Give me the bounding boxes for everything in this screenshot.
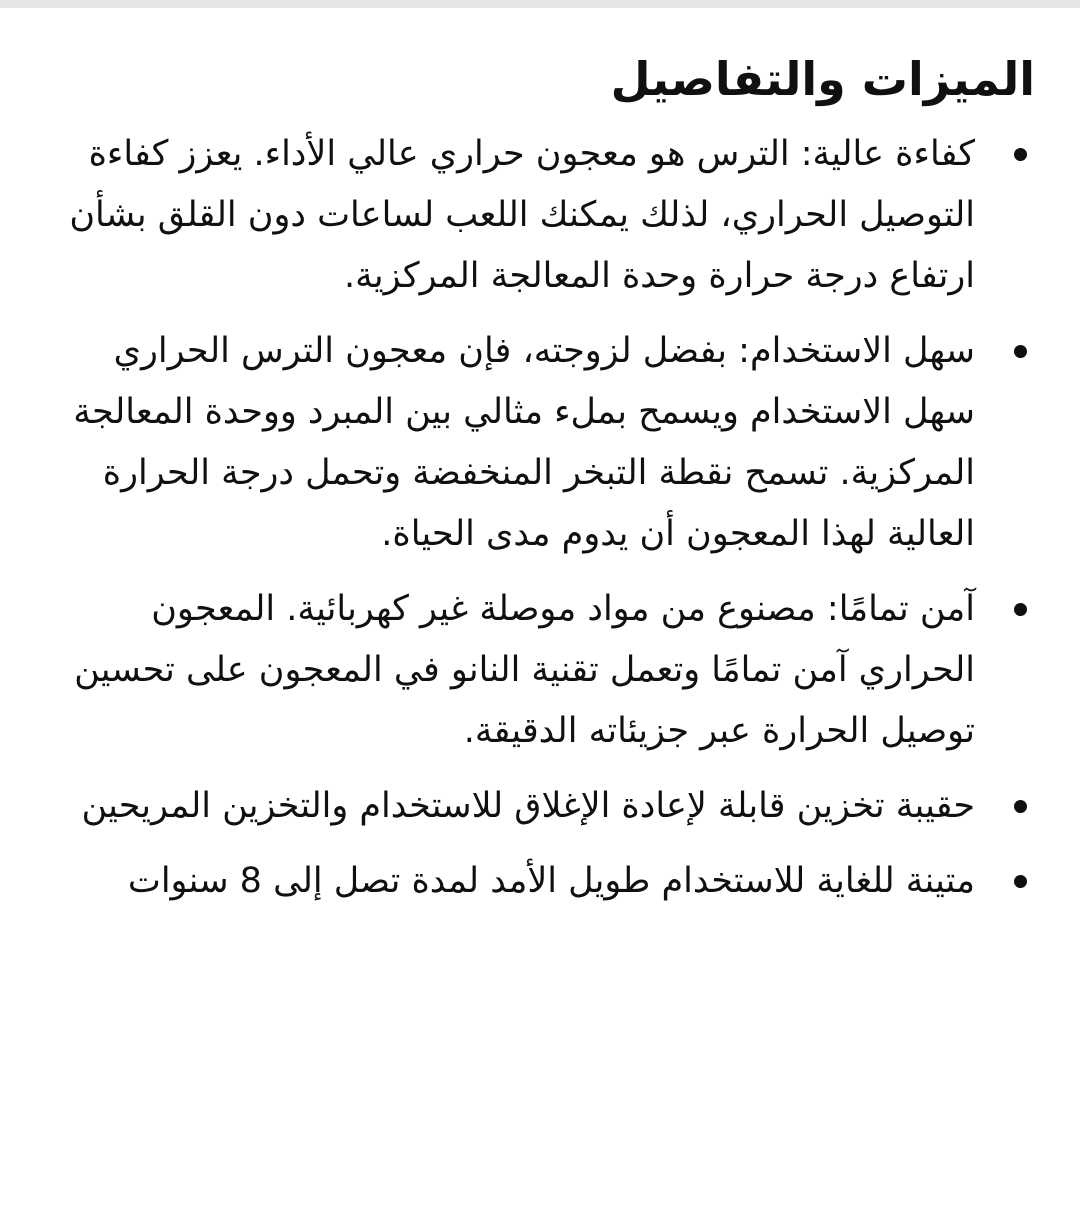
list-item-text: حقيبة تخزين قابلة لإعادة الإغلاق للاستخدام والتخزين المريحين	[81, 786, 975, 826]
feature-list	[40, 124, 1035, 912]
bullet-icon	[1014, 875, 1027, 888]
top-divider	[0, 0, 1080, 8]
bullet-icon	[1014, 800, 1027, 813]
list-item	[40, 776, 1035, 837]
list-item	[40, 124, 1035, 307]
list-item	[40, 851, 1035, 912]
bullet-icon	[1014, 345, 1027, 358]
section-title: الميزات والتفاصيل	[610, 52, 1035, 106]
list-item	[40, 579, 1035, 762]
list-item-text: كفاءة عالية: الترس هو معجون حراري عالي الأداء. يعزز كفاءة التوصيل الحراري، لذلك يمكنك اللعب لساعات دون القلق بشأن ارتفاع درجة حرارة وحدة المعالجة المركزية.	[69, 134, 975, 296]
bullet-icon	[1014, 148, 1027, 161]
list-item	[40, 321, 1035, 565]
bullet-icon	[1014, 603, 1027, 616]
list-item-text: آمن تمامًا: مصنوع من مواد موصلة غير كهربائية. المعجون الحراري آمن تمامًا وتعمل تقنية النانو في المعجون على تحسين توصيل الحرارة عبر جزيئاته الدقيقة.	[74, 589, 975, 751]
features-section	[40, 40, 1035, 926]
list-item-text: متينة للغاية للاستخدام طويل الأمد لمدة تصل إلى 8 سنوات	[127, 861, 975, 901]
list-item-text: سهل الاستخدام: بفضل لزوجته، فإن معجون الترس الحراري سهل الاستخدام ويسمح بملء مثالي بين المبرد ووحدة المعالجة المركزية. تسمح نقطة التبخر المنخفضة وتحمل درجة الحرارة العالية لهذا المعجون أن يدوم مدى الحياة.	[73, 331, 975, 554]
